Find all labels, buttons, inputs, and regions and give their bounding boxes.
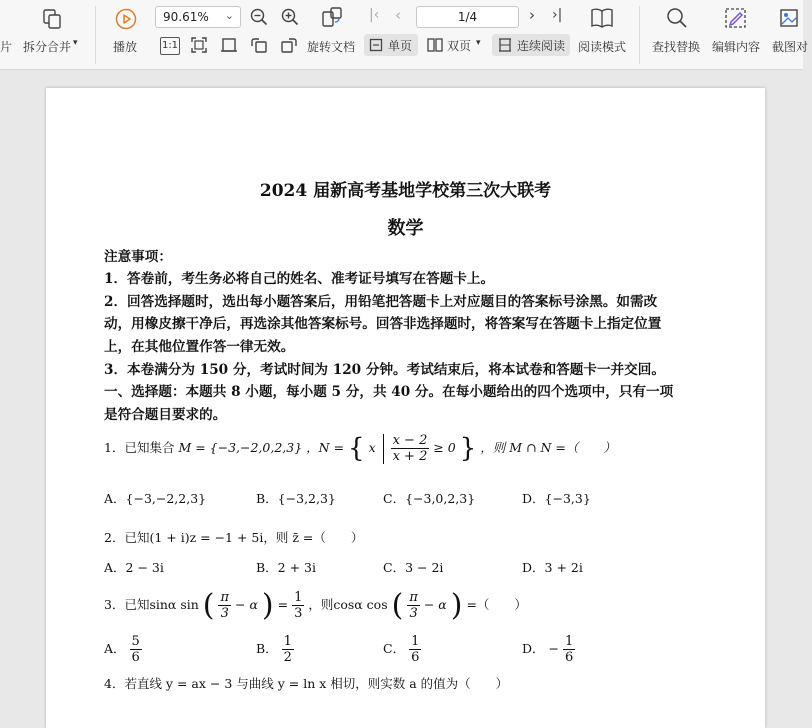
option-a: A． $\frac{5}{6}$ [104, 634, 140, 665]
double-page-button[interactable] [426, 34, 486, 56]
option-d: D． − $\frac{1}{6}$ [522, 634, 574, 665]
question-2: 2．已知(1 + i)z = −1 + 5i，则 z̄ =（ ） [104, 530, 364, 545]
option-c: C．{−3,0,2,3} [383, 491, 476, 506]
fraction: $\frac{1}{2}$ [283, 634, 292, 665]
play-button[interactable] [108, 6, 144, 62]
page-indicator: 1/4 [457, 10, 478, 24]
next-page-icon[interactable]: › [529, 6, 535, 24]
play-label: 播放 [113, 40, 138, 54]
divider [639, 6, 640, 64]
find-replace-label: 查找替换 [652, 40, 701, 54]
subject-title: 数学 [387, 218, 424, 239]
notice-line: 动，用橡皮擦干净后，再选涂其他答案标号。回答非选择题时，将答案写在答题卡上指定位置 [104, 316, 662, 332]
split-merge-label: 拆分合并 [23, 40, 72, 54]
left-brace: { [348, 433, 365, 464]
chevron-down-icon: ▾ [73, 38, 78, 48]
search-icon [666, 7, 688, 29]
split-merge-button[interactable] [24, 6, 80, 62]
screenshot-button[interactable] [772, 6, 812, 62]
left-paren: ( [391, 588, 404, 623]
question-4: 4．若直线 y = ax − 3 与曲线 y = ln x 相切，则实数 a 的值为（ ） [104, 676, 509, 691]
rotate-document-icon[interactable] [320, 5, 344, 29]
right-paren: ) [261, 588, 274, 623]
edit-content-button[interactable] [712, 6, 762, 62]
double-page-label: 双页 [447, 39, 472, 53]
fit-page-icon[interactable] [190, 36, 208, 54]
single-page-icon [369, 38, 383, 52]
option-d: D．{−3,3} [522, 491, 591, 506]
zoom-value: 90.61% [163, 10, 209, 24]
reading-mode-label: 阅读模式 [578, 40, 627, 54]
screenshot-icon [778, 7, 800, 29]
zoom-select[interactable] [155, 6, 241, 28]
screenshot-label: 截图对 [772, 40, 809, 54]
option-b: B．{−3,2,3} [256, 491, 336, 506]
question-3: 3．已知sinα sin ( $\frac{\pi}{3}$ − α ) = $\frac{1}{3}$ ，则cosα cos ( $\frac{\pi}{3}$ − α ) =（ ） [104, 588, 527, 623]
single-page-button[interactable] [364, 34, 418, 56]
divider [95, 6, 96, 64]
notice-heading: 注意事项： [104, 249, 172, 265]
fraction: $\frac{1}{6}$ [411, 634, 420, 665]
section-heading: 是符合题目要求的。 [104, 407, 227, 423]
reading-mode-button[interactable] [578, 6, 628, 62]
rotate-left-icon[interactable] [250, 36, 268, 54]
previous-page-icon[interactable]: ‹ [395, 6, 401, 24]
option-a: A．2 − 3i [104, 560, 164, 575]
continuous-reading-icon [497, 37, 513, 53]
double-page-icon [427, 38, 443, 52]
chevron-down-icon: ⌄ [224, 9, 234, 22]
first-page-icon[interactable]: |‹ [369, 7, 380, 23]
fraction: $\frac{x - 2}{x + 2}$ [392, 433, 428, 464]
fraction: $\frac{1}{6}$ [564, 634, 574, 665]
page-title: 2024 届新高考基地学校第三次大联考 [259, 181, 552, 201]
set-divider [383, 434, 384, 464]
continuous-reading-button[interactable] [492, 34, 570, 56]
option-c: C．3 − 2i [383, 560, 444, 575]
page-number-input[interactable] [416, 6, 519, 28]
single-page-label: 单页 [388, 39, 413, 53]
last-page-icon[interactable]: ›| [552, 7, 563, 23]
edit-content-label: 编辑内容 [712, 40, 761, 54]
toolbar [0, 0, 809, 70]
book-icon [590, 7, 614, 29]
right-paren: ) [450, 588, 463, 623]
chevron-down-icon: ▾ [476, 38, 481, 48]
option-d: D．3 + 2i [522, 560, 583, 575]
fraction: $\frac{1}{3}$ [294, 590, 303, 621]
find-replace-button[interactable] [652, 6, 702, 62]
section-heading: 一、选择题：本题共 8 小题，每小题 5 分，共 40 分。在每小题给出的四个选项中，只有一项 [104, 384, 674, 400]
zoom-in-icon[interactable] [281, 8, 299, 26]
play-icon [114, 7, 138, 31]
option-a: A．{−3,−2,2,3} [104, 491, 207, 506]
document-page [46, 88, 765, 728]
split-merge-icon [41, 8, 63, 30]
notice-line: 2．回答选择题时，选出每小题答案后，用铅笔把答题卡上对应题目的答案标号涂黑。如需改 [104, 294, 658, 310]
notice-line: 1．答卷前，考生务必将自己的姓名、准考证号填写在答题卡上。 [104, 271, 495, 287]
question-1: 1．已知集合 M = {−3,−2,0,2,3} ，N = { x $\frac{x - 2}{x + 2}$ ≥ 0 } ，则 M ∩ N =（ ） [104, 433, 616, 464]
continuous-reading-label: 连续阅读 [517, 39, 566, 53]
fit-width-icon[interactable] [220, 36, 238, 54]
fraction: $\frac{\pi}{3}$ [409, 590, 418, 621]
right-brace: } [459, 433, 477, 464]
notice-line: 3．本卷满分为 150 分，考试时间为 120 分钟。考试结束后，将本试卷和答题卡一并交回。 [104, 362, 665, 378]
rotate-document-label[interactable]: 旋转文档 [307, 40, 356, 54]
actual-size-button[interactable]: 1:1 [160, 37, 180, 55]
option-b: B．2 + 3i [256, 560, 317, 575]
option-b: B． $\frac{1}{2}$ [256, 634, 292, 665]
fraction: $\frac{\pi}{3}$ [220, 590, 230, 621]
left-paren: ( [202, 588, 215, 623]
truncated-label[interactable]: 片 [0, 40, 13, 54]
option-c: C． $\frac{1}{6}$ [383, 634, 420, 665]
zoom-out-icon[interactable] [250, 8, 268, 26]
fraction: $\frac{5}{6}$ [131, 634, 140, 665]
rotate-right-icon[interactable] [280, 36, 298, 54]
notice-line: 上，在其他位置作答一律无效。 [104, 339, 295, 355]
edit-content-icon [724, 7, 748, 29]
